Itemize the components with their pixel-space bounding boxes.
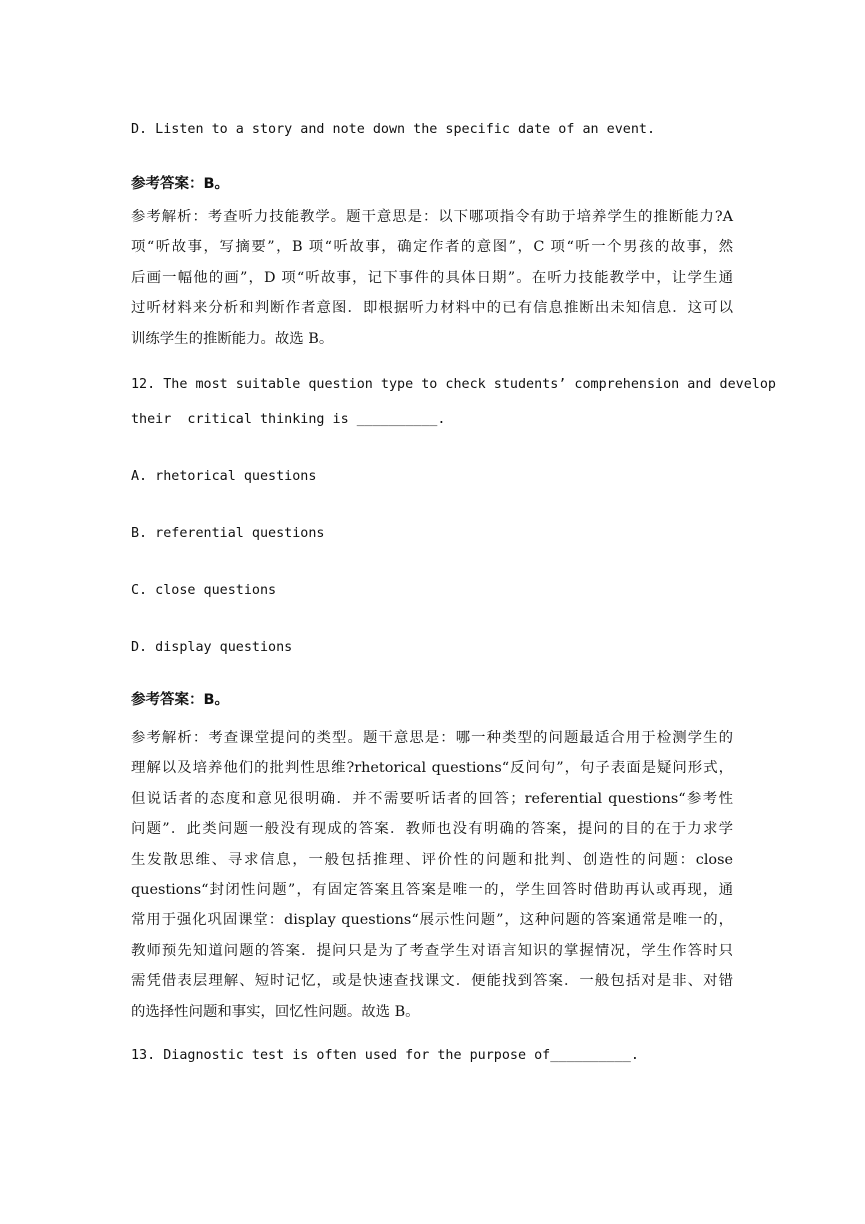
q12-option-a: A. rhetorical questions (131, 469, 317, 484)
q12-analysis-line: 教师预先知道问题的答案．提问只是为了考查学生对语言知识的掌握情况，学生作答时只 (131, 942, 733, 959)
q12-analysis-line: 的选择性问题和事实，回忆性问题。故选 B。 (131, 1003, 420, 1020)
q13-stem: 13. Diagnostic test is often used for the purpose of__________. (131, 1048, 639, 1063)
q11-analysis-line: 项“听故事，写摘要”，B 项“听故事，确定作者的意图”，C 项“听一个男孩的故事，然 (131, 239, 733, 256)
q11-analysis (131, 202, 733, 354)
q11-analysis-line: 过听材料来分析和判断作者意图．即根据听力材料中的已有信息推断出未知信息．这可以 (131, 300, 733, 317)
q12-analysis (131, 723, 733, 1027)
q12-analysis-line: 问题”．此类问题一般没有现成的答案．教师也没有明确的答案，提问的目的在于力求学 (131, 821, 733, 838)
q11-answer: 参考答案：B。 (131, 176, 230, 192)
q12-analysis-line: 但说话者的态度和意见很明确．并不需要听话者的回答；referential questions“参考性 (131, 790, 733, 807)
q12-answer: 参考答案：B。 (131, 692, 230, 708)
q11-option-d: D. Listen to a story and note down the specific date of an event. (131, 122, 656, 137)
q12-analysis-line: 参考解析：考查课堂提问的类型。题干意思是：哪一种类型的问题最适合用于检测学生的 (131, 730, 733, 746)
q12-analysis-line: 需凭借表层理解、短时记忆，或是快速查找课文．便能找到答案．一般包括对是非、对错 (131, 973, 733, 990)
q12-analysis-line: 常用于强化巩固课堂：display questions“展示性问题”，这种问题的答案通常是唯一的， (131, 912, 733, 929)
q12-option-c: C. close questions (131, 583, 277, 598)
q12-option-d: D. display questions (131, 640, 293, 655)
q11-analysis-line: 参考解析：考查听力技能教学。题干意思是：以下哪项指令有助于培养学生的推断能力?A (131, 209, 733, 225)
q12-analysis-line: questions“封闭性问题”，有固定答案且答案是唯一的，学生回答时借助再认或再现，通 (131, 882, 733, 899)
q11-analysis-line: 后画一幅他的画”，D 项“听故事，记下事件的具体日期”。在听力技能教学中，让学生通 (131, 269, 733, 286)
q11-analysis-line: 训练学生的推断能力。故选 B。 (131, 330, 334, 347)
q12-option-b: B. referential questions (131, 526, 325, 541)
q12-stem-line2: their critical thinking is __________. (131, 412, 446, 427)
q12-analysis-line: 生发散思维、寻求信息，一般包括推理、评价性的问题和批判、创造性的问题：close (131, 851, 733, 868)
q12-analysis-line: 理解以及培养他们的批判性思维?rhetorical questions“反问句”，句子表面是疑问形式， (131, 760, 733, 777)
q12-stem-line1: 12. The most suitable question type to check students’ comprehension and develop (131, 377, 776, 392)
